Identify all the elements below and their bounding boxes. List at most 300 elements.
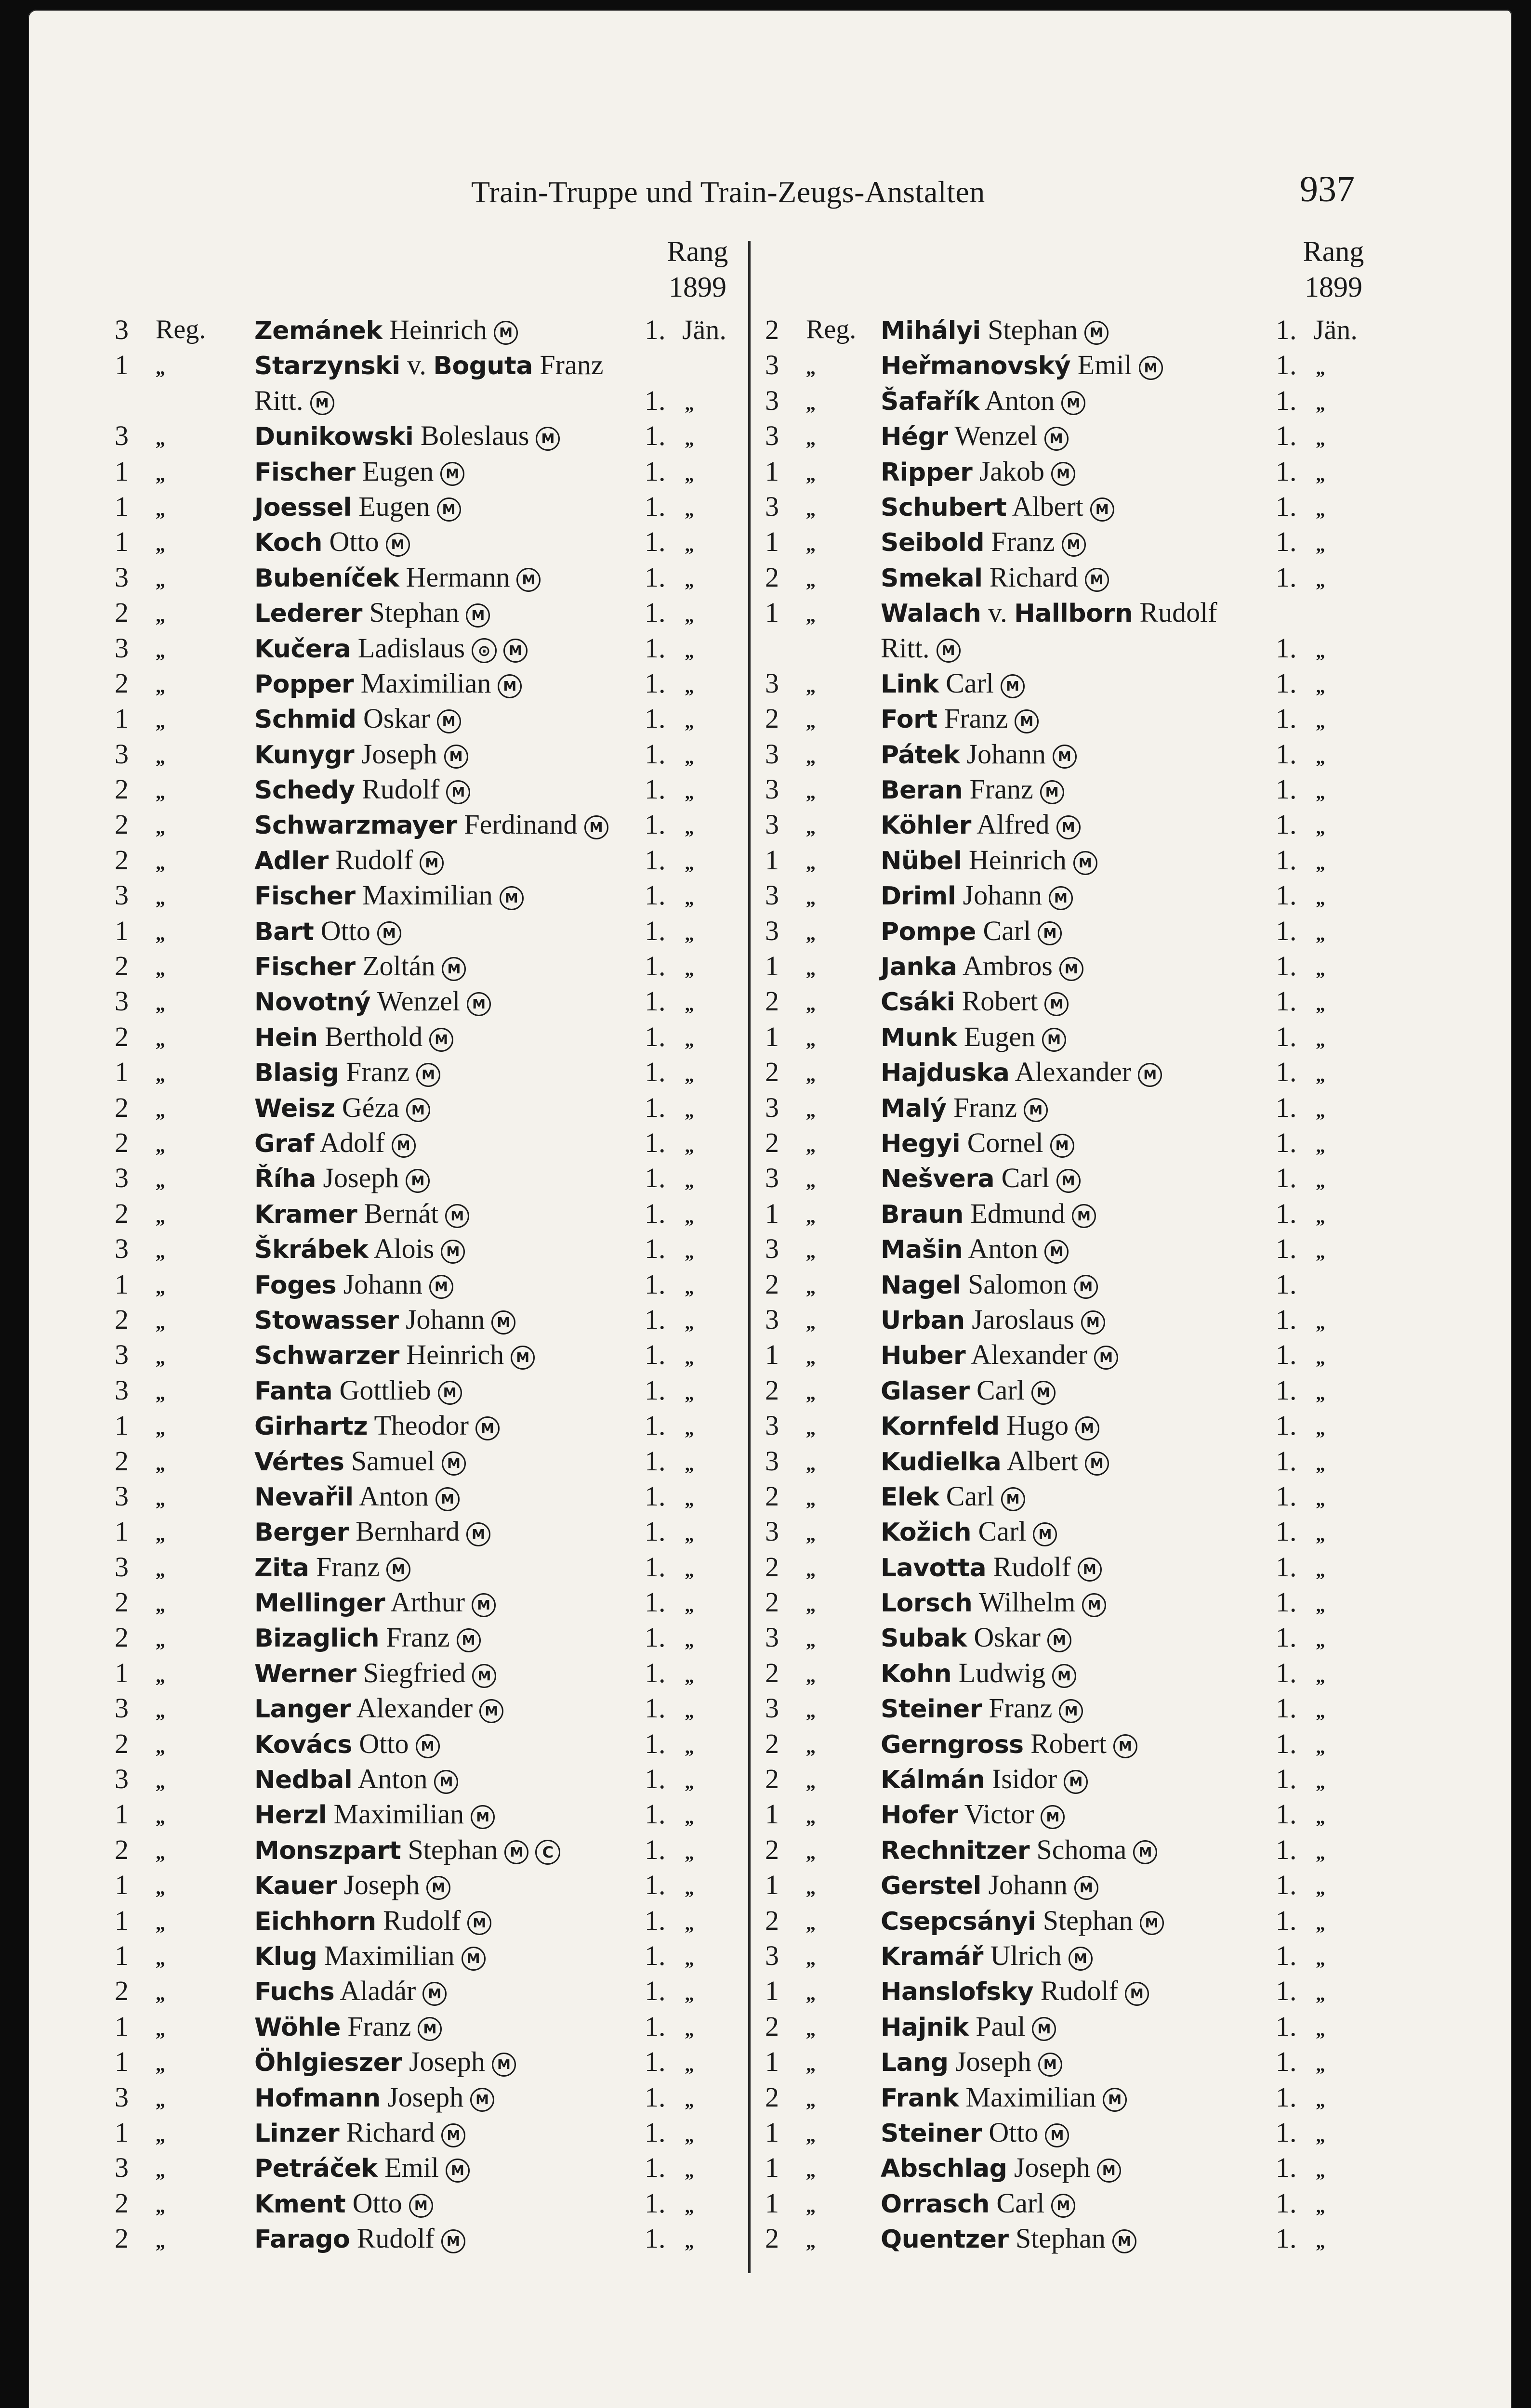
regiment-number: 3 xyxy=(765,1516,779,1547)
ditto-mark: „ xyxy=(806,993,816,1015)
rank-month: „ xyxy=(685,1454,694,1475)
rank-day: 1. xyxy=(645,1692,666,1724)
regiment-number: 3 xyxy=(765,490,779,522)
military-merit-icon: M xyxy=(386,1557,410,1582)
rank-month: „ xyxy=(685,393,694,414)
surname: Munk xyxy=(881,1023,957,1052)
given-name: Alexander xyxy=(1009,1056,1132,1088)
regiment-number: 3 xyxy=(115,2081,129,2113)
rank-date xyxy=(1276,1655,1325,1694)
surname: Köhler xyxy=(881,811,971,840)
regiment-number: 2 xyxy=(765,314,779,345)
given-name: Emil xyxy=(377,2152,439,2184)
military-merit-icon: M xyxy=(1090,497,1114,522)
rank-date xyxy=(1276,1620,1325,1659)
given-name: Alexander xyxy=(351,1692,473,1724)
rank-date xyxy=(645,1196,694,1235)
military-merit-icon: M xyxy=(438,1381,462,1405)
surname: Hajnik xyxy=(881,2013,969,2042)
person-name xyxy=(254,1761,458,1798)
regiment-number: 3 xyxy=(765,915,779,946)
regiment-number: 2 xyxy=(765,1833,779,1865)
regiment-number: 3 xyxy=(115,1763,129,1795)
rank-day: 1. xyxy=(645,1657,666,1688)
regiment-number: 1 xyxy=(765,1339,779,1371)
rank-day: 1. xyxy=(645,1763,666,1795)
given-name: Johann xyxy=(956,879,1042,911)
given-name: Alois xyxy=(368,1233,435,1265)
rank-month: „ xyxy=(685,1383,694,1404)
person-name xyxy=(254,347,603,384)
rank-day: 1. xyxy=(1276,1727,1297,1759)
rank-month: „ xyxy=(1316,1065,1325,1086)
surname: Kramář xyxy=(881,1942,983,1971)
ditto-mark: „ xyxy=(156,1771,165,1793)
rank-month: „ xyxy=(685,2125,694,2146)
regiment-number: 3 xyxy=(115,2152,129,2184)
rank-month: „ xyxy=(1316,535,1325,556)
rank-date xyxy=(1276,1267,1297,1302)
person-name xyxy=(254,736,468,773)
given-name: Rudolf xyxy=(328,844,413,876)
given-name: Stephan xyxy=(401,1833,498,1865)
given-name: Heinrich xyxy=(962,844,1067,876)
rank-date xyxy=(645,383,694,422)
regiment-number: 2 xyxy=(115,1727,129,1759)
rank-month: „ xyxy=(685,1136,694,1156)
rank-date xyxy=(1276,2080,1325,2119)
military-merit-icon: M xyxy=(441,1240,465,1264)
surname: Nedbal xyxy=(254,1766,353,1795)
ditto-mark: „ xyxy=(806,1099,816,1121)
military-merit-icon: M xyxy=(498,674,522,698)
rank-month: „ xyxy=(1316,2055,1325,2076)
military-merit-icon: M xyxy=(1051,2194,1075,2218)
rank-day: 1. xyxy=(645,879,666,911)
surname: Mašin xyxy=(881,1235,963,1265)
rank-month: „ xyxy=(1316,1560,1325,1581)
rank-date xyxy=(645,595,694,634)
regiment-number: 1 xyxy=(765,1021,779,1052)
surname: Abschlag xyxy=(881,2154,1007,2184)
surname: Lavotta xyxy=(881,1553,987,1583)
regiment-number: 1 xyxy=(115,1410,129,1441)
ditto-mark: „ xyxy=(806,1028,816,1050)
rank-date xyxy=(645,2186,694,2225)
rank-day: 1. xyxy=(645,1374,666,1406)
rank-month: „ xyxy=(1316,1525,1325,1545)
military-merit-icon: M xyxy=(536,427,560,451)
military-merit-icon: M xyxy=(1133,1840,1157,1864)
regiment-number: 1 xyxy=(765,2187,779,2219)
regiment-number: 1 xyxy=(115,1056,129,1088)
rank-day: 1. xyxy=(1276,2187,1297,2219)
person-name xyxy=(254,913,401,950)
surname: Schmid xyxy=(254,705,356,734)
regiment-number: 1 xyxy=(115,1657,129,1688)
person-name xyxy=(254,312,518,349)
regiment-number: 2 xyxy=(765,703,779,734)
surname: Steiner xyxy=(881,2119,982,2148)
surname: Blasig xyxy=(254,1059,339,1088)
ditto-mark: „ xyxy=(806,1629,816,1651)
person-name xyxy=(254,2221,465,2257)
regiment-number: 1 xyxy=(115,1268,129,1300)
rank-day: 1. xyxy=(645,490,666,522)
ditto-mark: „ xyxy=(806,569,816,591)
regiment-number: 1 xyxy=(765,526,779,558)
given-name: Franz xyxy=(981,1692,1053,1724)
person-name xyxy=(881,842,1097,879)
given-name: Schoma xyxy=(1029,1833,1127,1865)
rank-column-header-left xyxy=(635,234,760,305)
rank-day: 1. xyxy=(645,526,666,558)
regiment-number: 3 xyxy=(765,1303,779,1335)
given-name: Stephan xyxy=(1036,1904,1133,1936)
person-name xyxy=(881,2221,1136,2257)
person-name xyxy=(881,524,1086,561)
military-merit-icon: M xyxy=(420,851,444,875)
military-merit-icon: M xyxy=(472,1664,496,1688)
rank-day: 1. xyxy=(645,950,666,982)
rank-month: „ xyxy=(1316,1878,1325,1899)
given-name: Maximilian xyxy=(354,667,491,699)
regiment-number: 2 xyxy=(765,561,779,593)
surname: Šafařík xyxy=(881,387,979,416)
ditto-mark: „ xyxy=(806,1523,816,1545)
rank-day: 1. xyxy=(1276,1692,1297,1724)
given-name: Emil xyxy=(1070,349,1132,381)
regiment-number: 3 xyxy=(115,314,129,345)
given-name: Bernát xyxy=(357,1197,439,1229)
rank-date xyxy=(1276,1479,1325,1518)
given-name: Franz xyxy=(339,1056,410,1088)
surname: Nevařil xyxy=(254,1482,354,1512)
person-name xyxy=(881,2186,1075,2222)
military-merit-icon: M xyxy=(1059,957,1083,981)
rank-date xyxy=(1276,1054,1325,1093)
person-name xyxy=(881,1443,1109,1480)
surname: Boguta xyxy=(433,352,533,381)
ditto-mark: „ xyxy=(806,2124,816,2146)
ditto-mark: „ xyxy=(806,1205,816,1227)
rank-day: 1. xyxy=(1276,1021,1297,1052)
rank-day: 1. xyxy=(1276,1975,1297,2007)
regiment-number: 2 xyxy=(115,773,129,805)
given-name: Franz xyxy=(946,1091,1017,1123)
rank-month: Jän. xyxy=(1306,314,1358,345)
given-name: Albert xyxy=(1006,490,1083,522)
rank-day: 1. xyxy=(1276,2046,1297,2078)
military-merit-icon: M xyxy=(1001,1487,1025,1511)
rank-date xyxy=(645,1302,694,1341)
rank-date xyxy=(645,2044,694,2083)
surname: Weisz xyxy=(254,1094,335,1123)
rank-date xyxy=(645,1160,694,1199)
rank-month: „ xyxy=(685,535,694,556)
military-merit-icon: M xyxy=(1038,2053,1062,2077)
rank-day: 1. xyxy=(1276,2223,1297,2254)
person-name xyxy=(881,1373,1056,1409)
surname: Nagel xyxy=(881,1270,961,1300)
ditto-mark: „ xyxy=(156,781,165,803)
military-merit-icon: M xyxy=(500,886,524,910)
rank-day: 1. xyxy=(1276,490,1297,522)
given-name: Jaroslaus xyxy=(964,1303,1074,1335)
rank-date xyxy=(1276,347,1325,386)
rank-month: „ xyxy=(685,1772,694,1793)
person-name xyxy=(254,772,470,808)
military-merit-icon: M xyxy=(1138,1063,1162,1087)
surname: Smekal xyxy=(881,563,983,593)
person-name xyxy=(881,2150,1121,2186)
rank-date xyxy=(645,1514,694,1553)
surname: Dunikowski xyxy=(254,422,414,452)
regiment-number: 2 xyxy=(115,1091,129,1123)
rank-day: 1. xyxy=(1276,2152,1297,2184)
rank-day: 1. xyxy=(645,1551,666,1583)
surname: Hégr xyxy=(881,422,948,452)
military-merit-icon: M xyxy=(1061,391,1085,415)
rank-date xyxy=(1276,877,1325,916)
given-name: Boleslaus xyxy=(413,420,529,452)
rank-day: 1. xyxy=(645,738,666,770)
ditto-mark: „ xyxy=(156,958,165,980)
rank-date xyxy=(645,312,726,347)
given-name: Bernhard xyxy=(348,1516,460,1547)
given-name: Rudolf xyxy=(376,1904,461,1936)
given-name: Edmund xyxy=(963,1197,1065,1229)
regiment-number: 2 xyxy=(115,1021,129,1052)
given-name: Joseph xyxy=(948,2046,1031,2078)
person-name xyxy=(881,948,1083,985)
surname: Hegyi xyxy=(881,1129,961,1158)
rank-day: 1. xyxy=(645,2152,666,2184)
given-name: Anton xyxy=(979,384,1055,416)
person-name xyxy=(881,701,1039,737)
regiment-number: 2 xyxy=(765,1268,779,1300)
ditto-mark: „ xyxy=(156,1028,165,1050)
regiment-number: 1 xyxy=(765,1975,779,2007)
person-name xyxy=(881,312,1109,349)
person-name xyxy=(881,1796,1065,1833)
rank-date xyxy=(1276,1726,1325,1765)
rank-date xyxy=(1276,2115,1325,2154)
regiment-number: 3 xyxy=(765,738,779,770)
regiment-number: 3 xyxy=(765,773,779,805)
ditto-mark: „ xyxy=(156,1241,165,1263)
rank-month: „ xyxy=(685,818,694,838)
rank-month: „ xyxy=(1316,783,1325,803)
rank-day: 1. xyxy=(645,1833,666,1865)
rank-date xyxy=(645,948,694,987)
running-title: Train-Truppe und Train-Zeugs-Anstalten xyxy=(471,175,985,209)
person-name xyxy=(254,630,528,667)
rank-date xyxy=(645,2221,694,2260)
surname: Klug xyxy=(254,1942,317,1971)
rank-month: „ xyxy=(1316,676,1325,697)
rank-day: 1. xyxy=(1276,1056,1297,1088)
ditto-mark: „ xyxy=(806,1983,816,2005)
rank-month: „ xyxy=(685,499,694,520)
given-name: Robert xyxy=(955,985,1038,1017)
given-name: Joseph xyxy=(316,1162,399,1194)
rank-month: „ xyxy=(1316,393,1325,414)
rank-month: „ xyxy=(1316,2019,1325,2040)
surname: Mihályi xyxy=(881,316,981,345)
person-name xyxy=(254,383,334,418)
rank-day: 1. xyxy=(645,1091,666,1123)
rank-date xyxy=(645,1867,694,1906)
regiment-number: 1 xyxy=(115,455,129,487)
rank-column-header-right xyxy=(1271,234,1396,305)
rank-month: „ xyxy=(685,2019,694,2040)
military-merit-icon: M xyxy=(466,1522,490,1546)
rank-day: 1. xyxy=(645,985,666,1017)
person-name xyxy=(254,1337,535,1374)
person-name xyxy=(254,1373,462,1409)
rank-month: „ xyxy=(685,2090,694,2111)
rank-month: „ xyxy=(1316,1807,1325,1828)
person-name xyxy=(254,1726,440,1763)
ditto-mark: „ xyxy=(806,1664,816,1687)
regiment-number: 1 xyxy=(115,915,129,946)
rank-month: „ xyxy=(685,2196,694,2217)
ditto-mark: „ xyxy=(806,1771,816,1793)
regiment-number: 1 xyxy=(115,526,129,558)
regiment-number: 1 xyxy=(115,490,129,522)
rank-date xyxy=(1276,489,1325,528)
regiment-number: 2 xyxy=(765,1727,779,1759)
rank-month: „ xyxy=(685,1171,694,1192)
rank-month: „ xyxy=(1316,2090,1325,2111)
rank-date xyxy=(1276,1549,1325,1588)
ditto-mark: „ xyxy=(156,851,165,874)
surname: Urban xyxy=(881,1306,965,1335)
person-name xyxy=(254,1903,491,1939)
military-merit-icon: M xyxy=(1042,1028,1066,1052)
given-name: Franz xyxy=(340,2010,411,2042)
military-merit-icon: M xyxy=(467,992,491,1016)
rank-month: „ xyxy=(685,783,694,803)
surname: Nübel xyxy=(881,846,962,876)
surname: Pátek xyxy=(881,740,960,770)
ditto-mark: „ xyxy=(806,2054,816,2076)
person-name xyxy=(881,772,1064,808)
rank-date xyxy=(645,736,694,775)
person-name xyxy=(254,489,461,525)
military-merit-icon: M xyxy=(1103,2088,1127,2112)
rank-date xyxy=(645,1655,694,1694)
ditto-mark: „ xyxy=(806,1806,816,1828)
given-name: Carl xyxy=(969,1374,1025,1406)
rank-date xyxy=(1276,1125,1325,1164)
surname: Novotný xyxy=(254,988,371,1017)
surname: Malý xyxy=(881,1094,947,1123)
rank-date xyxy=(1276,1231,1325,1270)
regiment-number: 2 xyxy=(765,1904,779,1936)
rank-day: 1. xyxy=(645,667,666,699)
regiment-number: 2 xyxy=(765,1480,779,1512)
rank-month: „ xyxy=(1316,995,1325,1015)
rank-date xyxy=(1276,1973,1325,2012)
person-name xyxy=(254,842,444,879)
surname: Orrasch xyxy=(881,2189,990,2219)
given-name: Hermann xyxy=(399,561,510,593)
rank-day: 1. xyxy=(1276,1303,1297,1335)
rank-date xyxy=(1276,1903,1325,1942)
military-merit-icon: M xyxy=(516,568,541,592)
military-merit-icon: M xyxy=(1078,1557,1102,1582)
regiment-number: 2 xyxy=(115,1975,129,2007)
military-merit-icon: M xyxy=(1073,851,1097,875)
rank-date xyxy=(1276,1196,1325,1235)
rank-date xyxy=(1276,1443,1325,1482)
surname: Zemánek xyxy=(254,316,383,345)
military-merit-icon: M xyxy=(503,639,528,663)
surname: Schwarzmayer xyxy=(254,811,457,840)
rank-day: 1. xyxy=(645,1162,666,1194)
rank-month: „ xyxy=(685,1949,694,1969)
ditto-mark: „ xyxy=(156,887,165,909)
surname: Hofer xyxy=(881,1801,958,1830)
regiment-number: 3 xyxy=(115,632,129,664)
rank-month: „ xyxy=(685,464,694,485)
ditto-mark: „ xyxy=(156,1700,165,1722)
surname: Seibold xyxy=(881,528,985,558)
surname: Hajduska xyxy=(881,1059,1010,1088)
rank-month: „ xyxy=(1316,2161,1325,2182)
surname: Gerngross xyxy=(881,1730,1024,1759)
surname: Kovács xyxy=(254,1730,352,1759)
rank-month: „ xyxy=(685,2161,694,2182)
ditto-mark: „ xyxy=(156,1594,165,1616)
rank-month: „ xyxy=(1316,1100,1325,1121)
rank-date xyxy=(1276,1796,1325,1835)
column-divider xyxy=(748,241,751,2273)
given-name: Wenzel xyxy=(948,420,1038,452)
ditto-mark: „ xyxy=(156,1523,165,1545)
regiment-number: 2 xyxy=(765,1374,779,1406)
rank-date xyxy=(645,2115,694,2154)
military-merit-icon: M xyxy=(1125,1982,1149,2006)
rank-month: „ xyxy=(685,1913,694,1934)
rank-month: „ xyxy=(1316,1772,1325,1793)
rank-date xyxy=(645,1726,694,1765)
given-name: Siegfried xyxy=(356,1657,466,1688)
rank-day: 1. xyxy=(1276,1516,1297,1547)
rank-date xyxy=(1276,2009,1325,2048)
surname: Fuchs xyxy=(254,1977,335,2007)
rank-month: „ xyxy=(1316,1171,1325,1192)
given-name: Ferdinand xyxy=(457,809,578,840)
regiment-number: 1 xyxy=(115,1904,129,1936)
rank-date xyxy=(1276,983,1325,1022)
surname: Walach xyxy=(881,599,981,628)
rank-month: „ xyxy=(685,676,694,697)
regiment-number: 2 xyxy=(765,2081,779,2113)
surname: Kunygr xyxy=(254,740,355,770)
regiment-number: 3 xyxy=(115,1692,129,1724)
regiment-number: 3 xyxy=(115,1339,129,1371)
given-name: Richard xyxy=(339,2116,435,2148)
rank-month: „ xyxy=(1316,570,1325,591)
rank-month: „ xyxy=(1316,1843,1325,1863)
rank-date xyxy=(645,666,694,705)
rank-day: 1. xyxy=(1276,703,1297,734)
person-name xyxy=(881,1408,1099,1444)
ditto-mark: „ xyxy=(806,922,816,944)
